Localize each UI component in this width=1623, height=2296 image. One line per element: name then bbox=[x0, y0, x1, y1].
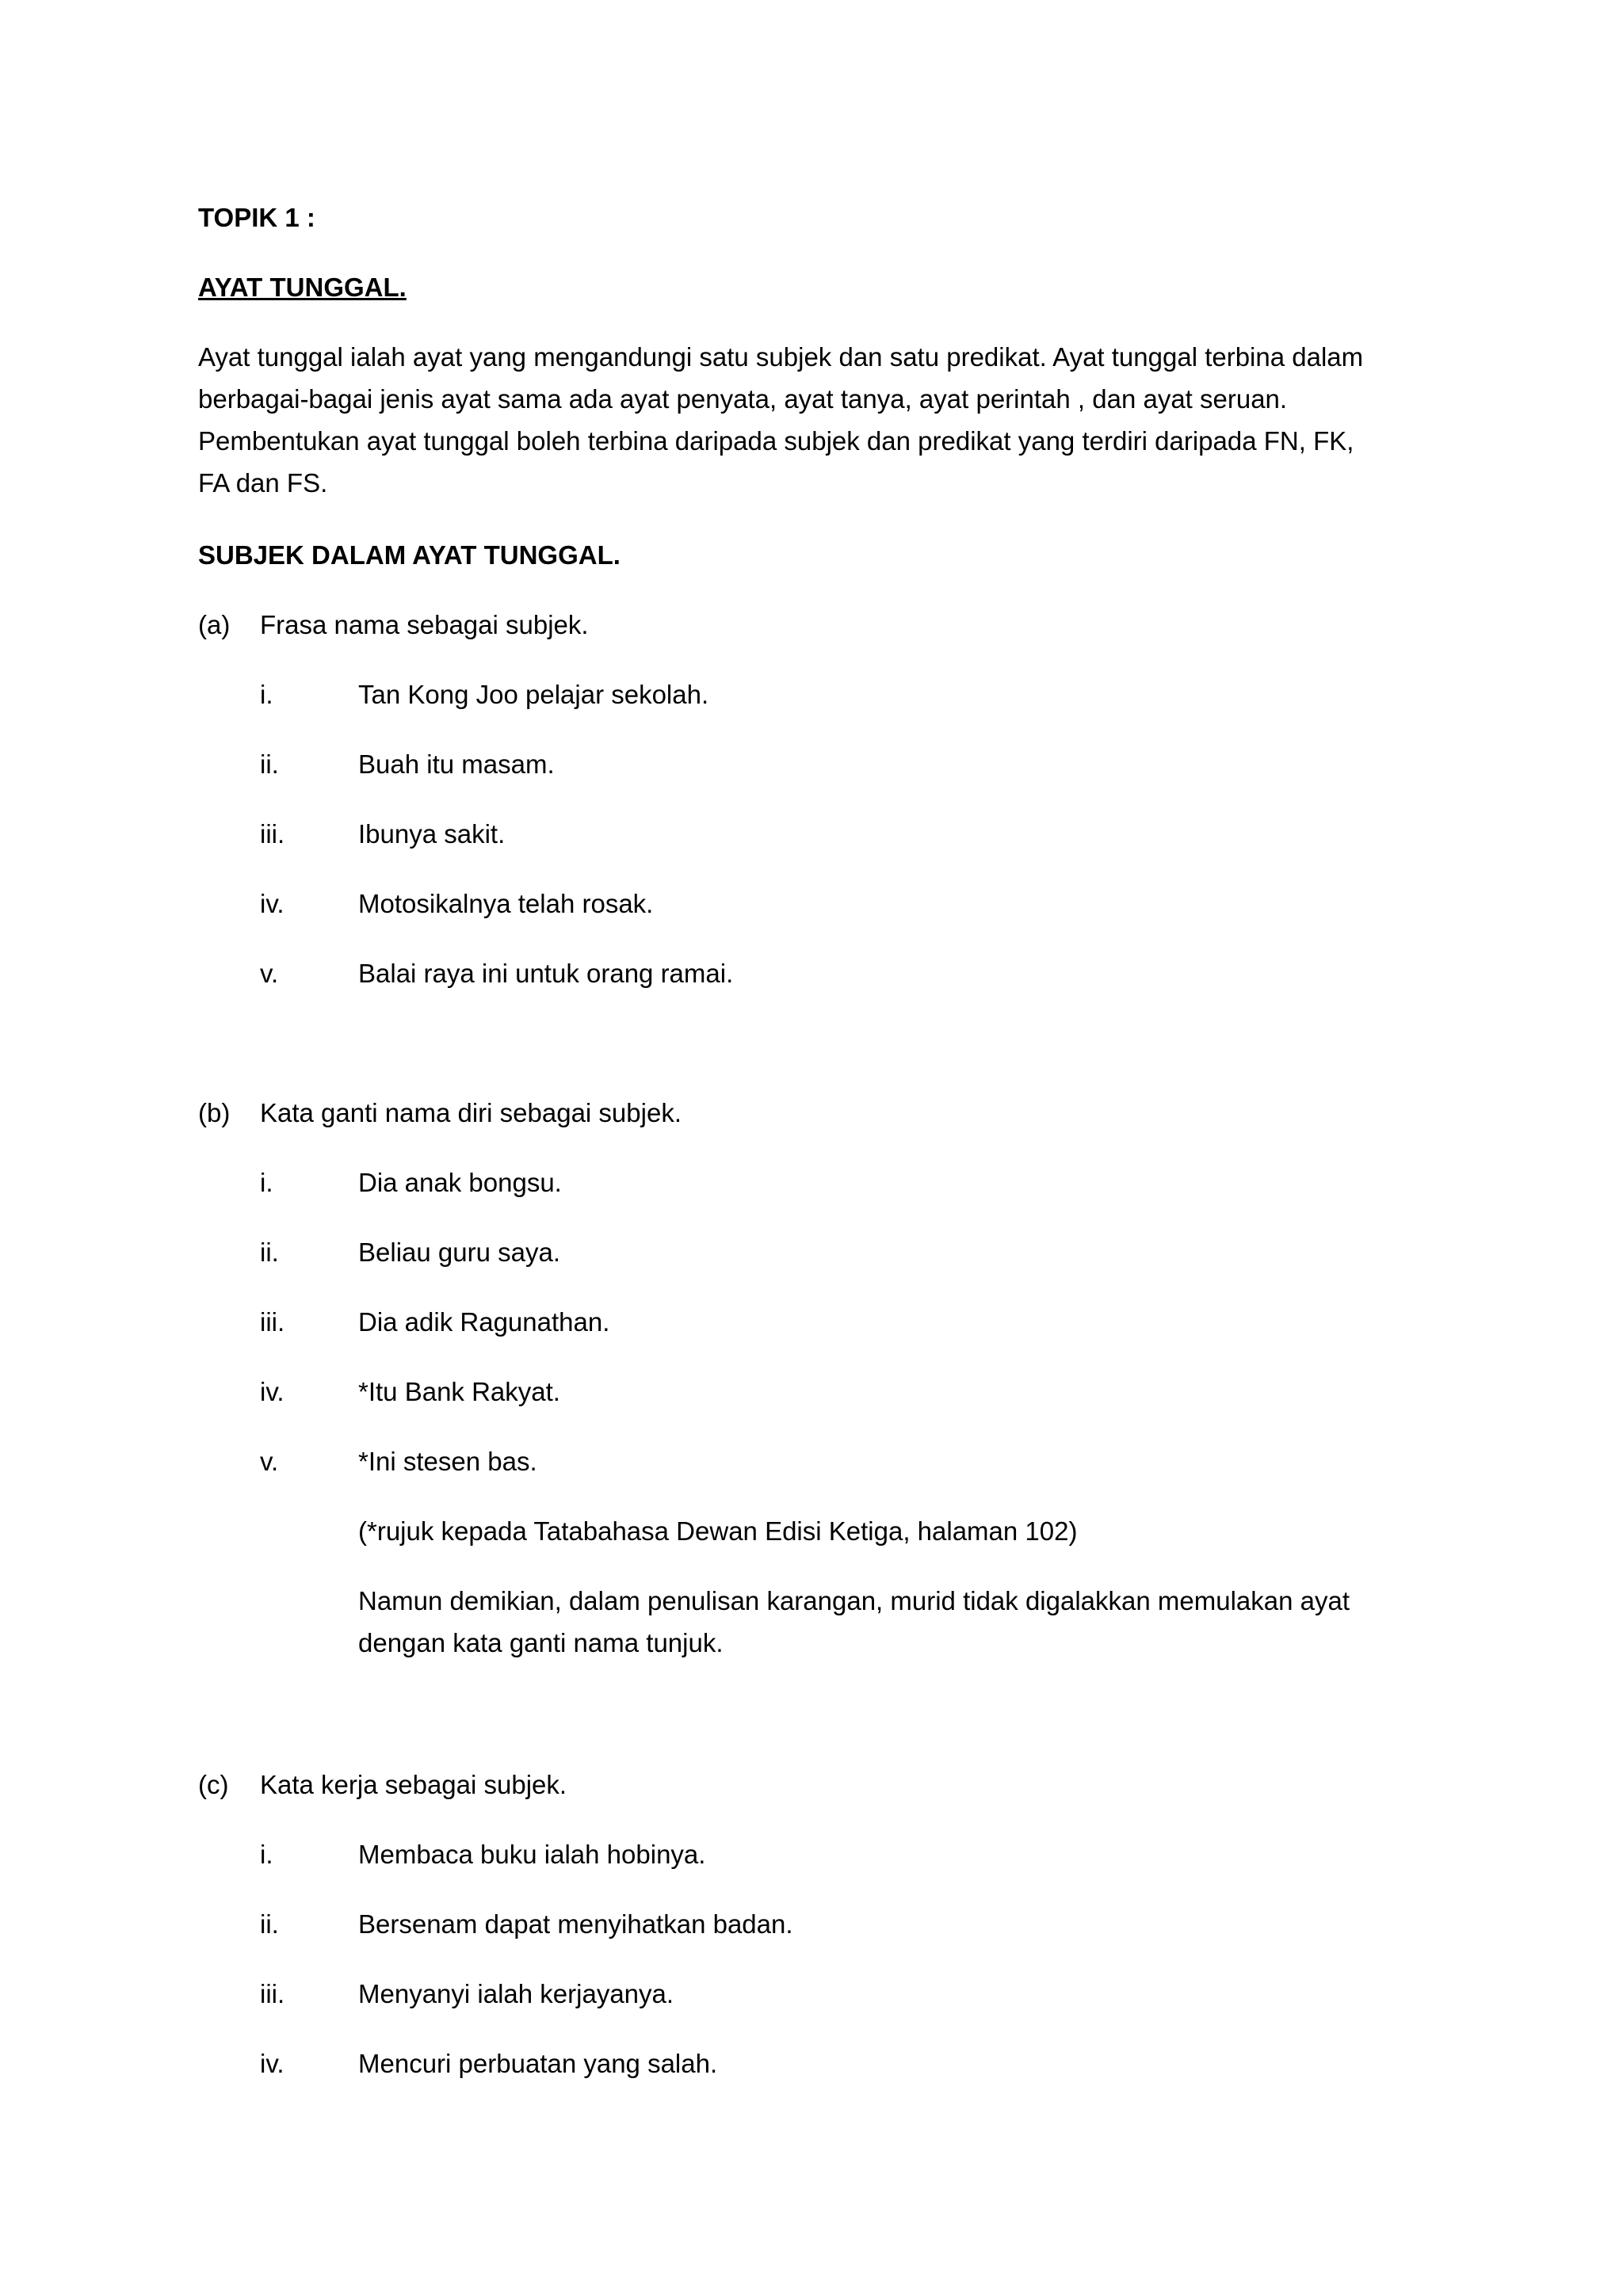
list-item: Motosikalnya telah rosak. bbox=[358, 889, 654, 918]
list-item: Tan Kong Joo pelajar sekolah. bbox=[358, 680, 709, 709]
reference-note bbox=[358, 1510, 1077, 1552]
intro-line: berbagai-bagai jenis ayat sama ada ayat penyata, ayat tanya, ayat perintah , dan ayat seruan. bbox=[198, 384, 1288, 414]
page-title: AYAT TUNGGAL. bbox=[198, 273, 407, 302]
intro-paragraph bbox=[198, 336, 1450, 504]
list-item: Dia adik Ragunathan. bbox=[358, 1307, 610, 1337]
section-c-title: Kata kerja sebagai subjek. bbox=[260, 1770, 567, 1799]
list-item-number: i. bbox=[260, 1840, 273, 1869]
list-item-number: v. bbox=[260, 1447, 279, 1476]
advice-line: Namun demikian, dalam penulisan karangan, murid tidak digalakkan memulakan ayat bbox=[358, 1586, 1350, 1615]
list-item: Buah itu masam. bbox=[358, 749, 555, 779]
section-a-title: Frasa nama sebagai subjek. bbox=[260, 610, 589, 639]
list-item-number: iii. bbox=[260, 819, 285, 849]
section-c-label: (c) bbox=[198, 1770, 229, 1799]
list-item-number: i. bbox=[260, 680, 273, 709]
intro-line: Ayat tunggal ialah ayat yang mengandungi satu subjek dan satu predikat. Ayat tunggal terbina dalam bbox=[198, 342, 1364, 372]
list-item: Balai raya ini untuk orang ramai. bbox=[358, 959, 734, 988]
list-item: Menyanyi ialah kerjayanya. bbox=[358, 1979, 674, 2008]
list-item: Mencuri perbuatan yang salah. bbox=[358, 2049, 718, 2078]
list-item-number: iii. bbox=[260, 1979, 285, 2008]
section-b-label: (b) bbox=[198, 1098, 231, 1127]
list-item: Beliau guru saya. bbox=[358, 1238, 560, 1267]
list-item-number: iv. bbox=[260, 889, 285, 918]
list-item-number: iv. bbox=[260, 2049, 285, 2078]
list-item-number: ii. bbox=[260, 1238, 279, 1267]
section-a-label: (a) bbox=[198, 610, 231, 639]
list-item: Membaca buku ialah hobinya. bbox=[358, 1840, 706, 1869]
list-item: *Ini stesen bas. bbox=[358, 1447, 537, 1476]
list-item: Bersenam dapat menyihatkan badan. bbox=[358, 1909, 793, 1939]
list-item-number: ii. bbox=[260, 749, 279, 779]
list-item-number: i. bbox=[260, 1168, 273, 1197]
list-item-number: ii. bbox=[260, 1909, 279, 1939]
section-heading: SUBJEK DALAM AYAT TUNGGAL. bbox=[198, 540, 621, 570]
reference-text: (*rujuk kepada Tatabahasa Dewan Edisi Ketiga, halaman 102) bbox=[358, 1516, 1078, 1546]
advice-note bbox=[358, 1580, 1350, 1664]
list-item-number: iv. bbox=[260, 1377, 285, 1406]
advice-line: dengan kata ganti nama tunjuk. bbox=[358, 1628, 724, 1657]
list-item: Dia anak bongsu. bbox=[358, 1168, 562, 1197]
list-item: *Itu Bank Rakyat. bbox=[358, 1377, 560, 1406]
intro-line: FA dan FS. bbox=[198, 468, 328, 498]
list-item: Ibunya sakit. bbox=[358, 819, 506, 849]
intro-line: Pembentukan ayat tunggal boleh terbina daripada subjek dan predikat yang terdiri daripada FN, FK, bbox=[198, 426, 1354, 456]
list-item-number: v. bbox=[260, 959, 279, 988]
list-item-number: iii. bbox=[260, 1307, 285, 1337]
topic-label: TOPIK 1 : bbox=[198, 203, 315, 232]
section-b-title: Kata ganti nama diri sebagai subjek. bbox=[260, 1098, 682, 1127]
